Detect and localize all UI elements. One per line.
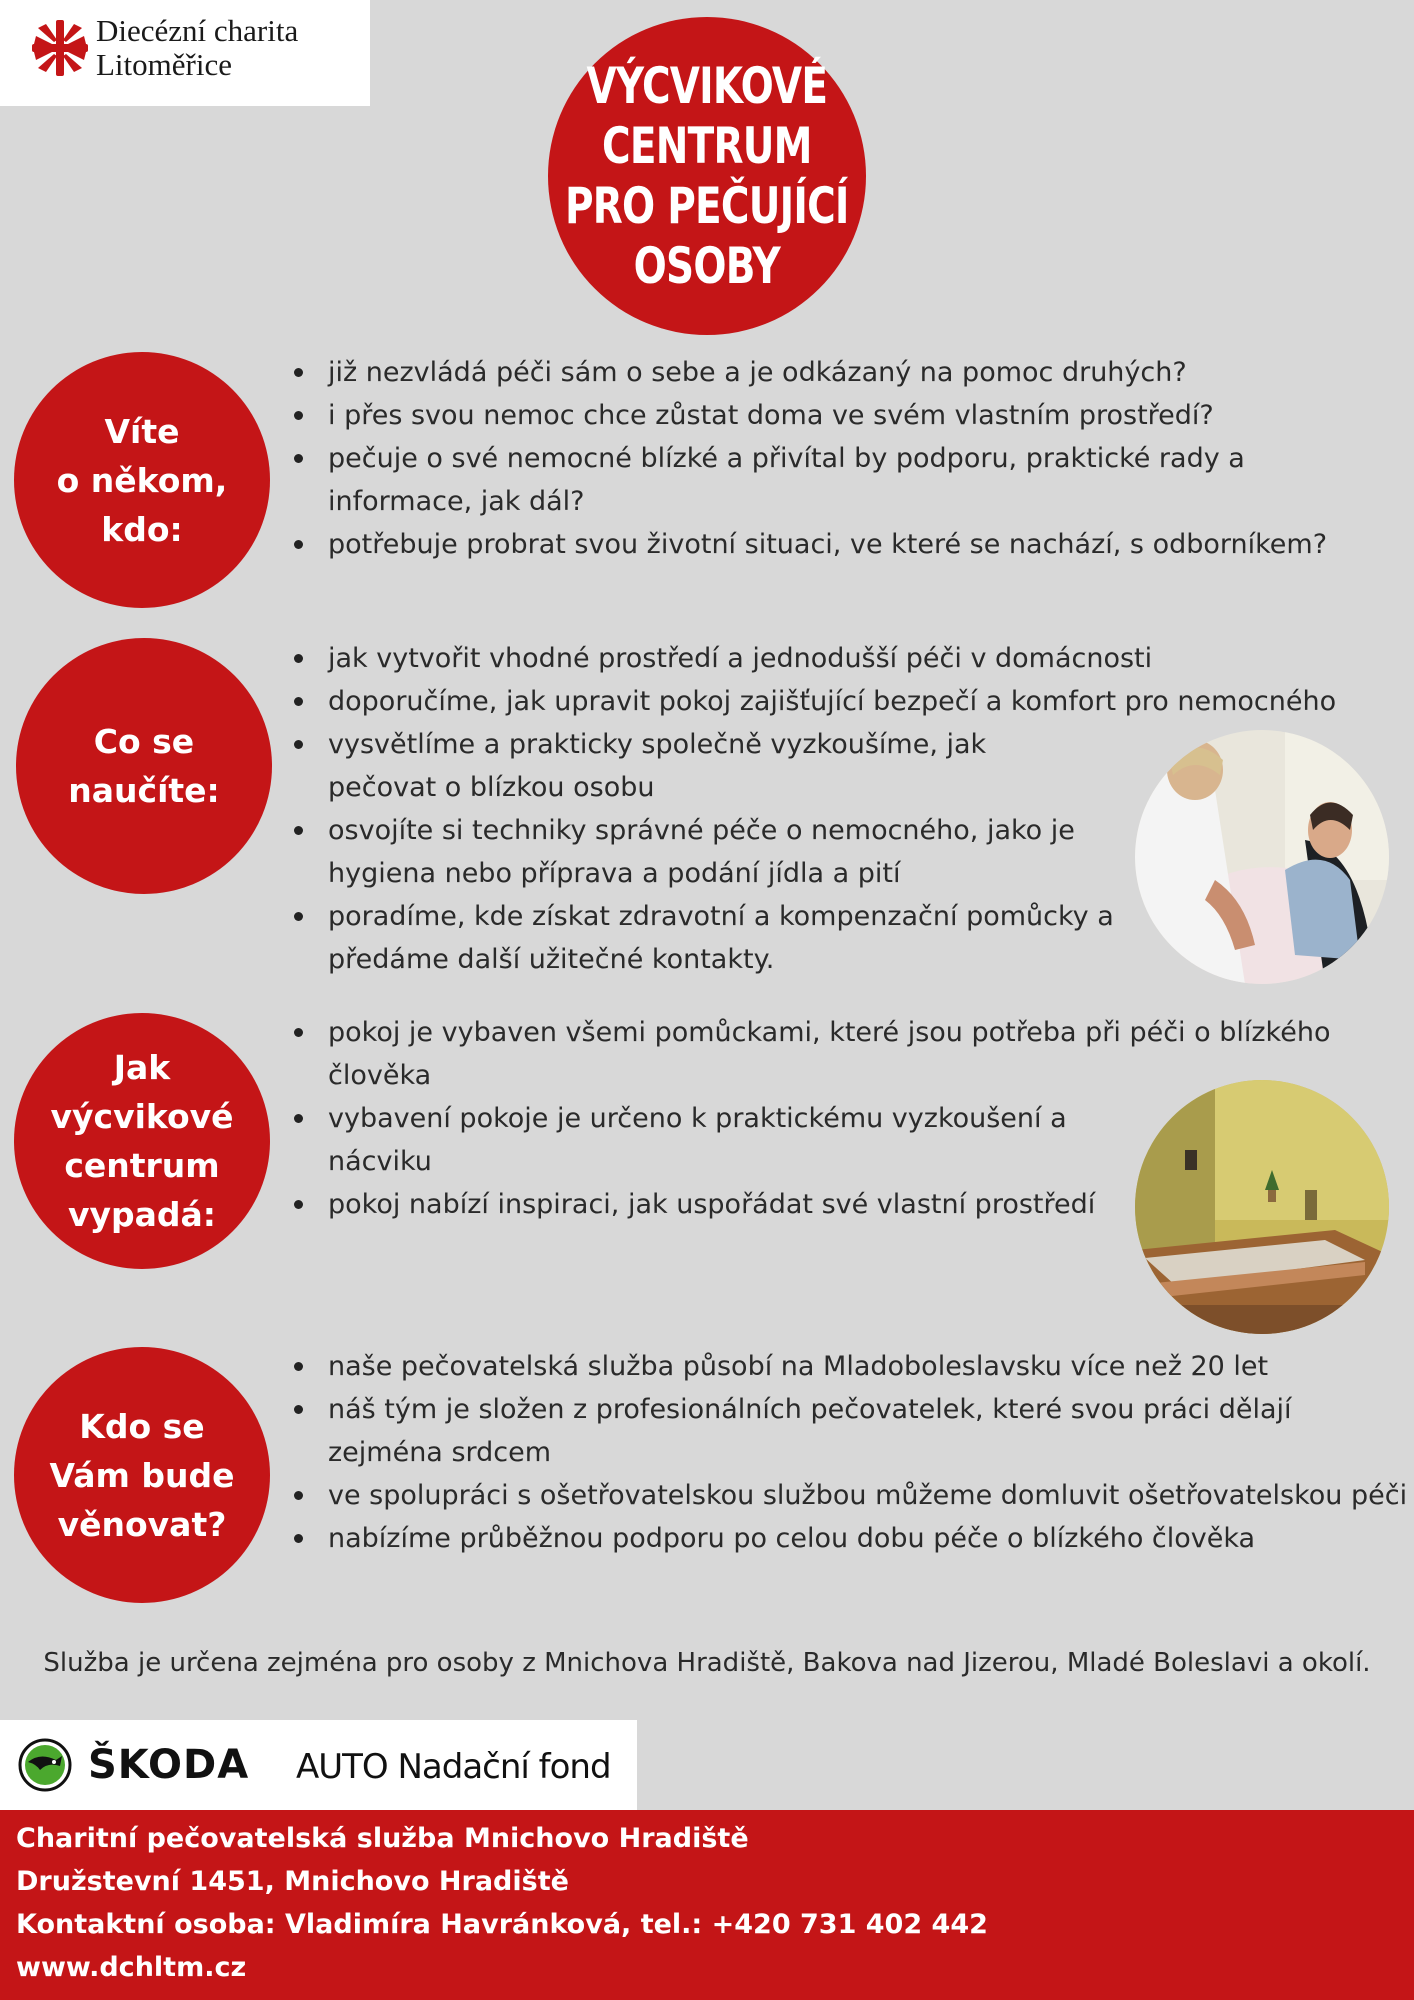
title-circle xyxy=(548,17,866,335)
title-line: PRO PEČUJÍCÍ xyxy=(565,177,849,235)
list-item: vysvětlíme a prakticky společně vyzkoušíme, jak pečovat o blízkou osobu xyxy=(290,723,1028,809)
list-item: již nezvládá péči sám o sebe a je odkázaný na pomoc druhých? xyxy=(290,351,1400,394)
service-area-note: Služba je určena zejména pro osoby z Mnichova Hradiště, Bakova nad Jizerou, Mladé Boleslavi a okolí. xyxy=(43,1648,1371,1678)
question-circle-2 xyxy=(16,638,272,894)
sponsor-logo xyxy=(0,1720,637,1810)
contact-address: Družstevní 1451, Mnichovo Hradiště xyxy=(16,1866,569,1897)
title-line: CENTRUM xyxy=(602,117,812,175)
question-circle-1 xyxy=(14,352,270,608)
sponsor-brand: ŠKODA xyxy=(88,1742,250,1788)
charity-logo xyxy=(0,0,370,106)
caregiver-patient-photo xyxy=(1135,730,1389,984)
charity-name xyxy=(96,14,298,82)
title-line: OSOBY xyxy=(633,237,781,295)
list-item: ve spolupráci s ošetřovatelskou službou můžeme domluvit ošetřovatelskou péči xyxy=(290,1474,1414,1517)
list-item: vybavení pokoje je určeno k praktickému vyzkoušení a nácviku xyxy=(290,1097,1088,1183)
contact-footer xyxy=(0,1810,1414,2000)
list-item: osvojíte si techniky správné péče o nemocného, jako je hygiena nebo příprava a podání jídla a pití xyxy=(290,809,1088,895)
list-item: náš tým je složen z profesionálních pečovatelek, které svou práci dělají zejména srdcem xyxy=(290,1388,1348,1474)
question-line: vypadá: xyxy=(67,1195,216,1234)
bullet-list-1 xyxy=(290,351,1400,566)
question-line: naučíte: xyxy=(68,771,220,810)
question-line: Vám bude xyxy=(49,1455,235,1495)
question-text xyxy=(68,717,219,815)
question-circle-4 xyxy=(14,1347,270,1603)
question-line: výcvikové xyxy=(50,1097,234,1136)
question-line: o někom, xyxy=(56,460,228,500)
question-text xyxy=(50,1043,233,1239)
bullet-list-4 xyxy=(290,1345,1408,1560)
list-item: pokoj je vybaven všemi pomůckami, které jsou potřeba při péči o blízkého člověka xyxy=(290,1011,1388,1097)
question-line: Co se xyxy=(93,722,195,761)
sponsor-fund-name: AUTO Nadační fond xyxy=(296,1747,611,1787)
question-text xyxy=(50,1402,235,1549)
title-line: VÝCVIKOVÉ xyxy=(586,57,828,115)
list-item: poradíme, kde získat zdravotní a kompenzační pomůcky a předáme další užitečné kontakty. xyxy=(290,895,1128,981)
question-circle-3 xyxy=(14,1013,270,1269)
list-item: jak vytvořit vhodné prostředí a jednodušší péči v domácnosti xyxy=(290,637,1400,680)
list-item: i přes svou nemoc chce zůstat doma ve svém vlastním prostředí? xyxy=(290,394,1400,437)
question-line: centrum xyxy=(64,1146,220,1185)
contact-org: Charitní pečovatelská služba Mnichovo Hradiště xyxy=(16,1823,749,1854)
training-room-photo xyxy=(1135,1080,1389,1334)
contact-person: Kontaktní osoba: Vladimíra Havránková, tel.: +420 731 402 442 xyxy=(16,1909,988,1940)
page-title xyxy=(565,56,849,296)
question-line: kdo: xyxy=(101,509,183,549)
contact-website[interactable]: www.dchltm.cz xyxy=(16,1952,247,1983)
question-text xyxy=(57,407,228,554)
list-item: naše pečovatelská služba působí na Mladoboleslavsku více než 20 let xyxy=(290,1345,1390,1388)
question-line: Víte xyxy=(104,411,180,451)
list-item: nabízíme průběžnou podporu po celou dobu péče o blízkého člověka xyxy=(290,1517,1390,1560)
list-item: doporučíme, jak upravit pokoj zajišťující bezpečí a komfort pro nemocného xyxy=(290,680,1400,723)
charity-name-line2: Litoměřice xyxy=(96,47,232,82)
list-item: pečuje o své nemocné blízké a přivítal by podporu, praktické rady a informace, jak dál? xyxy=(290,437,1288,523)
list-item: pokoj nabízí inspiraci, jak uspořádat své vlastní prostředí xyxy=(290,1183,1380,1226)
skoda-winged-arrow-icon xyxy=(18,1738,72,1792)
charity-name-line1: Diecézní charita xyxy=(96,13,299,48)
question-line: věnovat? xyxy=(57,1504,227,1544)
caritas-cross-icon xyxy=(30,18,90,78)
list-item: potřebuje probrat svou životní situaci, ve které se nachází, s odborníkem? xyxy=(290,523,1400,566)
question-line: Kdo se xyxy=(79,1406,205,1446)
question-line: Jak xyxy=(113,1048,171,1087)
